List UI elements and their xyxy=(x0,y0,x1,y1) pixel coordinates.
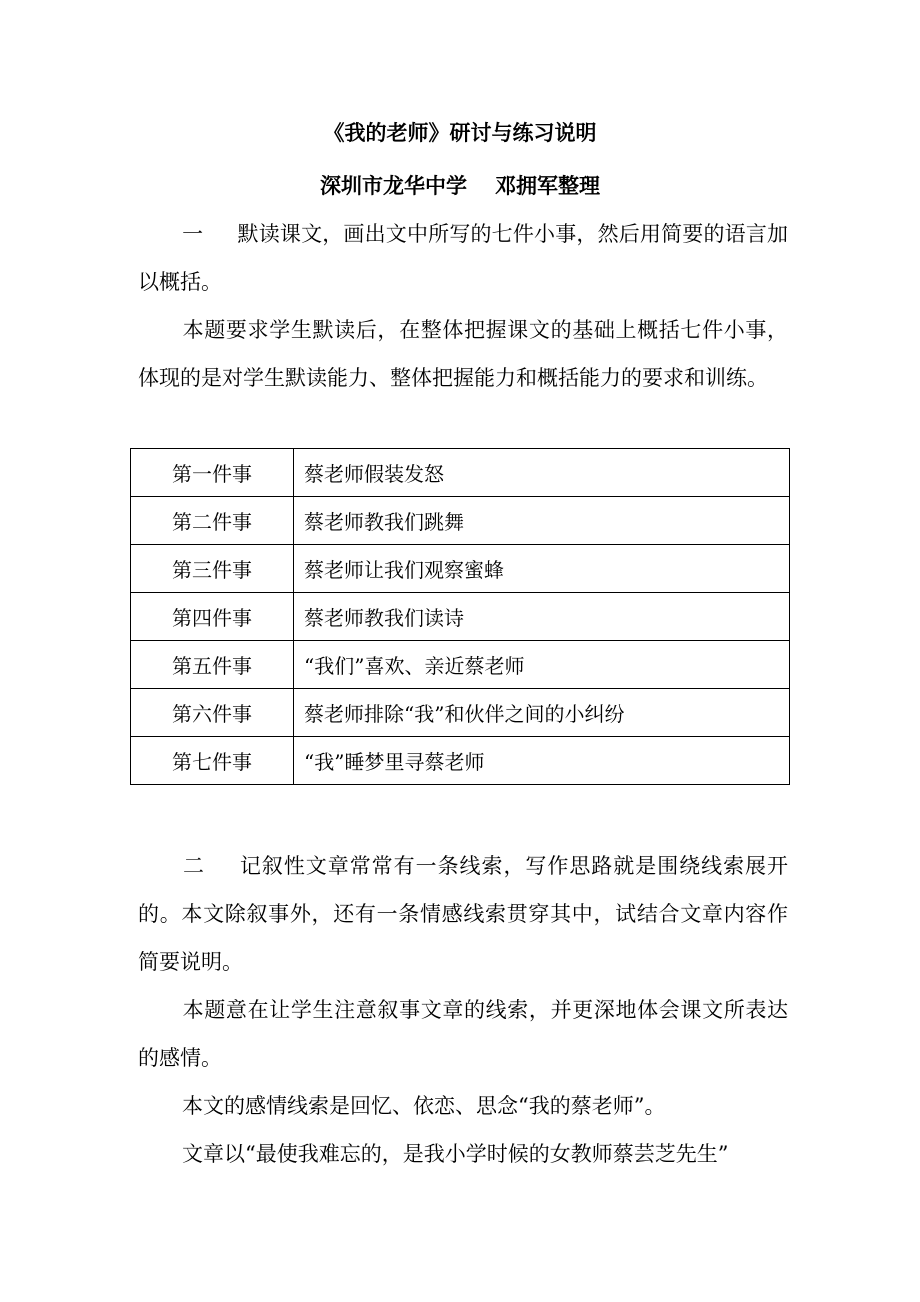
question-two-explanation-text: 本题意在让学生注意叙事文章的线索，并更深地体会课文所表达的感情。 xyxy=(138,998,788,1070)
question-one-text: 默读课文，画出文中所写的七件小事，然后用简要的语言加以概括。 xyxy=(138,222,788,294)
question-one-explanation-text: 本题要求学生默读后，在整体把握课文的基础上概括七件小事，体现的是对学生默读能力、整体把握能力和概括能力的要求和训练。 xyxy=(138,318,788,390)
event-label-cell: 第二件事 xyxy=(131,497,294,545)
question-one xyxy=(138,210,788,306)
table-row xyxy=(131,641,790,689)
question-two-text: 记叙性文章常常有一条线索，写作思路就是围绕线索展开的。本文除叙事外，还有一条情感线索贯穿其中，试结合文章内容作简要说明。 xyxy=(138,854,789,974)
event-description-cell: 蔡老师教我们跳舞 xyxy=(294,497,790,545)
author-school: 深圳市龙华中学 xyxy=(320,174,467,198)
author-name: 邓拥军整理 xyxy=(495,174,600,198)
table-row xyxy=(131,689,790,737)
question-one-explanation xyxy=(138,306,788,402)
table-row xyxy=(131,737,790,785)
event-description-cell: “我”睡梦里寻蔡老师 xyxy=(294,737,790,785)
question-two xyxy=(138,842,788,986)
table-row xyxy=(131,545,790,593)
event-label-cell: 第四件事 xyxy=(131,593,294,641)
emotional-clue xyxy=(138,1082,788,1130)
event-description-cell: 蔡老师排除“我”和伙伴之间的小纠纷 xyxy=(294,689,790,737)
continuation-text: 文章以“最使我难忘的，是我小学时候的女教师蔡芸芝先生” xyxy=(182,1142,729,1166)
events-table xyxy=(130,448,790,785)
document-title: 《我的老师》研讨与练习说明 xyxy=(323,121,597,145)
continuation-paragraph xyxy=(138,1130,788,1178)
event-label-cell: 第六件事 xyxy=(131,689,294,737)
event-label-cell: 第五件事 xyxy=(131,641,294,689)
table-row xyxy=(131,449,790,497)
event-description-cell: “我们”喜欢、亲近蔡老师 xyxy=(294,641,790,689)
table-row xyxy=(131,593,790,641)
question-two-explanation xyxy=(138,986,788,1082)
document-author-line xyxy=(0,171,920,201)
question-one-number: 一 xyxy=(182,222,204,246)
table-row xyxy=(131,497,790,545)
event-label-cell: 第七件事 xyxy=(131,737,294,785)
emotional-clue-text: 本文的感情线索是回忆、依恋、思念“我的蔡老师”。 xyxy=(182,1094,666,1118)
event-description-cell: 蔡老师假装发怒 xyxy=(294,449,790,497)
event-label-cell: 第一件事 xyxy=(131,449,294,497)
event-description-cell: 蔡老师让我们观察蜜蜂 xyxy=(294,545,790,593)
question-two-number: 二 xyxy=(182,854,205,878)
event-label-cell: 第三件事 xyxy=(131,545,294,593)
event-description-cell: 蔡老师教我们读诗 xyxy=(294,593,790,641)
